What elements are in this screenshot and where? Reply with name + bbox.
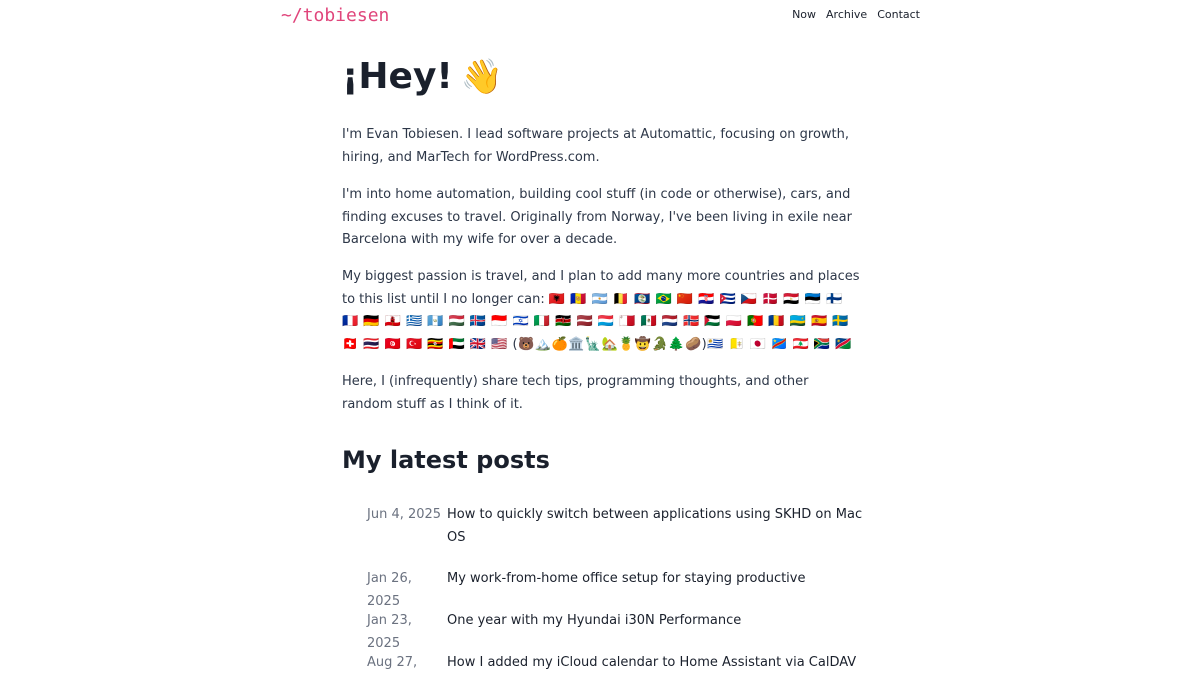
post-title-link[interactable]: How to quickly switch between applications using SKHD on Mac OS bbox=[447, 507, 863, 545]
nav-link-archive[interactable]: Archive bbox=[826, 8, 868, 21]
travel-text: My biggest passion is travel, and I plan to add many more countries and places to this list until I no longer can: bbox=[342, 269, 860, 307]
main-nav bbox=[792, 8, 920, 21]
page-title-text: ¡Hey! bbox=[342, 56, 453, 97]
page-title bbox=[342, 52, 862, 102]
post-date: Jan 23, 2025 bbox=[367, 613, 412, 651]
post-title-link[interactable]: My work-from-home office setup for staying productive bbox=[447, 571, 806, 586]
travel-paragraph bbox=[342, 266, 862, 356]
post-title-link[interactable]: One year with my Hyundai i30N Performance bbox=[447, 613, 742, 628]
post-date: Aug 27, bbox=[367, 655, 418, 670]
country-flags: 🇦🇱 🇦🇩 🇦🇷 🇧🇪 🇧🇿 🇧🇷 🇨🇳 🇭🇷 🇨🇺 🇨🇿 🇩🇰 🇪🇬 🇪🇪 🇫🇮 🇫🇷 🇩🇪 🇬🇮 🇬🇷 🇬🇹 🇭🇺 🇮🇸 🇮🇩 🇮🇱 🇮🇹 🇰🇪 🇱🇻 🇱🇺 🇲🇹 🇲🇽 🇳🇱 🇳🇴 🇵🇸 🇵🇱 🇵🇹 🇷🇴 🇷🇼 🇪🇸 🇸🇪 🇨🇭 🇹🇭 🇹🇳 🇹🇷 🇺🇬 🇦🇪 🇬🇧 🇺🇸 (🐻🏔️🍊🏛️🗽🏡🍍🤠🐊🌲🥔)🇺🇾 🇻🇦 🇯🇵 🇨🇩 🇱🇧 🇿🇦 🇳🇦 bbox=[342, 291, 852, 352]
post-date: Jun 4, 2025 bbox=[367, 507, 442, 522]
post-list bbox=[367, 504, 867, 694]
post-list-item bbox=[367, 568, 867, 610]
post-list-item bbox=[367, 652, 867, 694]
waving-hand-emoji: 👋 bbox=[460, 57, 504, 97]
post-title-link[interactable]: How I added my iCloud calendar to Home Assistant via CalDAV bbox=[447, 655, 857, 670]
intro-paragraph-2: I'm into home automation, building cool stuff (in code or otherwise), cars, and finding excuses to travel. Originally from Norway, I've been living in exile near Barcelona with my wife for over a decade. bbox=[342, 187, 852, 247]
latest-posts-heading: My latest posts bbox=[342, 446, 550, 474]
post-date: Jan 26, 2025 bbox=[367, 571, 412, 609]
intro-paragraph-1: I'm Evan Tobiesen. I lead software projects at Automattic, focusing on growth, hiring, and MarTech for WordPress.com. bbox=[342, 127, 850, 165]
intro-paragraph-4: Here, I (infrequently) share tech tips, programming thoughts, and other random stuff as I think of it. bbox=[342, 374, 809, 412]
post-list-item bbox=[367, 504, 867, 568]
main-content bbox=[342, 52, 863, 670]
nav-link-now[interactable]: Now bbox=[792, 8, 817, 21]
post-list-item bbox=[367, 610, 867, 652]
site-header bbox=[0, 0, 1200, 32]
site-logo-link[interactable]: ~/tobiesen bbox=[281, 5, 390, 26]
nav-link-contact[interactable]: Contact bbox=[877, 8, 920, 21]
